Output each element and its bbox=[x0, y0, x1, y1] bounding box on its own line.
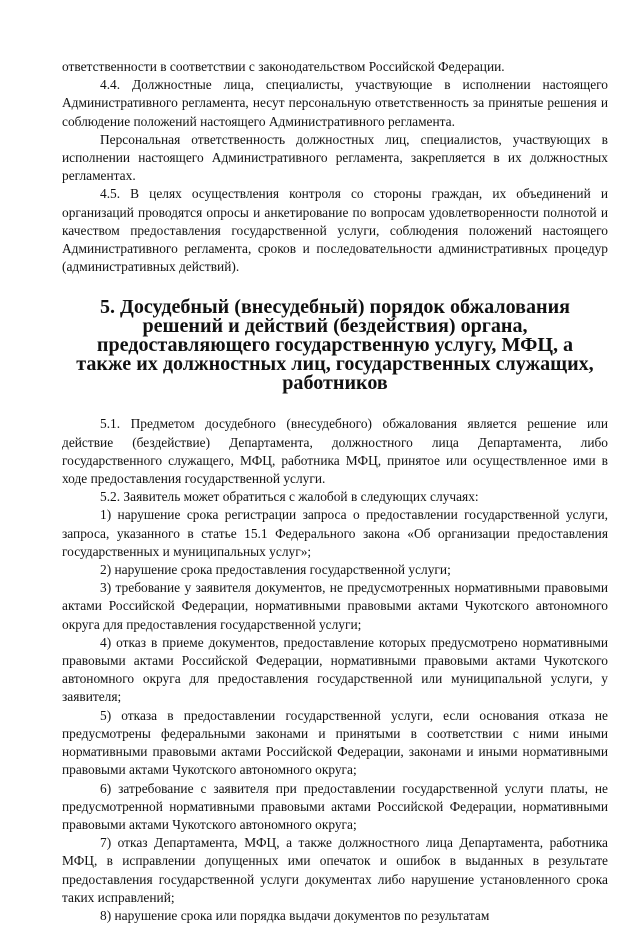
list-item-6: 6) затребование с заявителя при предоставлении государственной услуги платы, не предусмотренной нормативными правовыми актами Российской Федерации, нормативными правовыми актами Чукотского автономного округа; bbox=[62, 780, 608, 832]
paragraph-4-4: 4.4. Должностные лица, специалисты, участвующие в исполнении настоящего Административного регламента, несут персональную ответственность за принятые решения и соблюдение положений настоящего Административного регламента. bbox=[62, 77, 608, 129]
paragraph-personal-responsibility: Персональная ответственность должностных лиц, специалистов, участвующих в исполнении настоящего Административного регламента, закрепляется в их должностных регламентах. bbox=[62, 131, 608, 184]
list-item-1: 1) нарушение срока регистрации запроса о предоставлении государственной услуги, запроса, указанного в статье 15.1 Федерального закона «Об организации предоставления государственных и муниципальных услуг»; bbox=[62, 507, 608, 559]
section-heading: 5. Досудебный (внесудебный) порядок обжалования решений и действий (бездействия) органа, предоставляющего государственную услугу, МФЦ, а также их должностных лиц, государственных служащих, работников bbox=[76, 296, 594, 395]
list-item-8: 8) нарушение срока или порядка выдачи документов по результатам bbox=[100, 907, 490, 923]
section-body bbox=[62, 415, 608, 925]
paragraph-continuation: ответственности в соответствии с законодательством Российской Федерации. bbox=[62, 59, 505, 74]
paragraph-5-1: 5.1. Предметом досудебного (внесудебного) обжалования является решение или действие (бездействие) Департамента, должностного лица Департамента, либо государственного служащего, МФЦ, работника МФЦ, принятое или осуществленное ими в ходе предоставления государственной услуги. bbox=[62, 416, 608, 487]
intro-section bbox=[62, 58, 608, 276]
paragraph-4-5: 4.5. В целях осуществления контроля со стороны граждан, их объединений и организаций проводятся опросы и анкетирование по вопросам удовлетворенности полнотой и качеством предоставления государственной услуги, соблюдения положений настоящего Административного регламента, сроков и последовательности административных процедур (административных действий). bbox=[62, 186, 608, 275]
list-item-7: 7) отказ Департамента, МФЦ, а также должностного лица Департамента, работника МФЦ, в исправлении допущенных ими опечаток и ошибок в выданных в результате предоставления государственной услуги документах либо нарушение установленного срока таких исправлений; bbox=[62, 835, 608, 905]
list-item-2: 2) нарушение срока предоставления государственной услуги; bbox=[100, 562, 451, 578]
paragraph-5-2: 5.2. Заявитель может обратиться с жалобой в следующих случаях: bbox=[100, 489, 479, 505]
list-item-4: 4) отказ в приеме документов, предоставление которых предусмотрено нормативными правовыми актами Российской Федерации, нормативными правовыми актами Чукотского автономного округа для предоставления государственной или муниципальной услуги, у заявителя; bbox=[62, 634, 608, 705]
list-item-5: 5) отказа в предоставлении государственной услуги, если основания отказа не предусмотрены федеральными законами и принятыми в соответствии с ними иными нормативными правовыми актами Российской Федерации, законами и иными нормативными правовыми актами Чукотского автономного округа; bbox=[62, 707, 608, 778]
list-item-3: 3) требование у заявителя документов, не предусмотренных нормативными правовыми актами Российской Федерации, нормативными правовыми актами Чукотского автономного округа для предоставления государственной услуги; bbox=[62, 580, 608, 632]
